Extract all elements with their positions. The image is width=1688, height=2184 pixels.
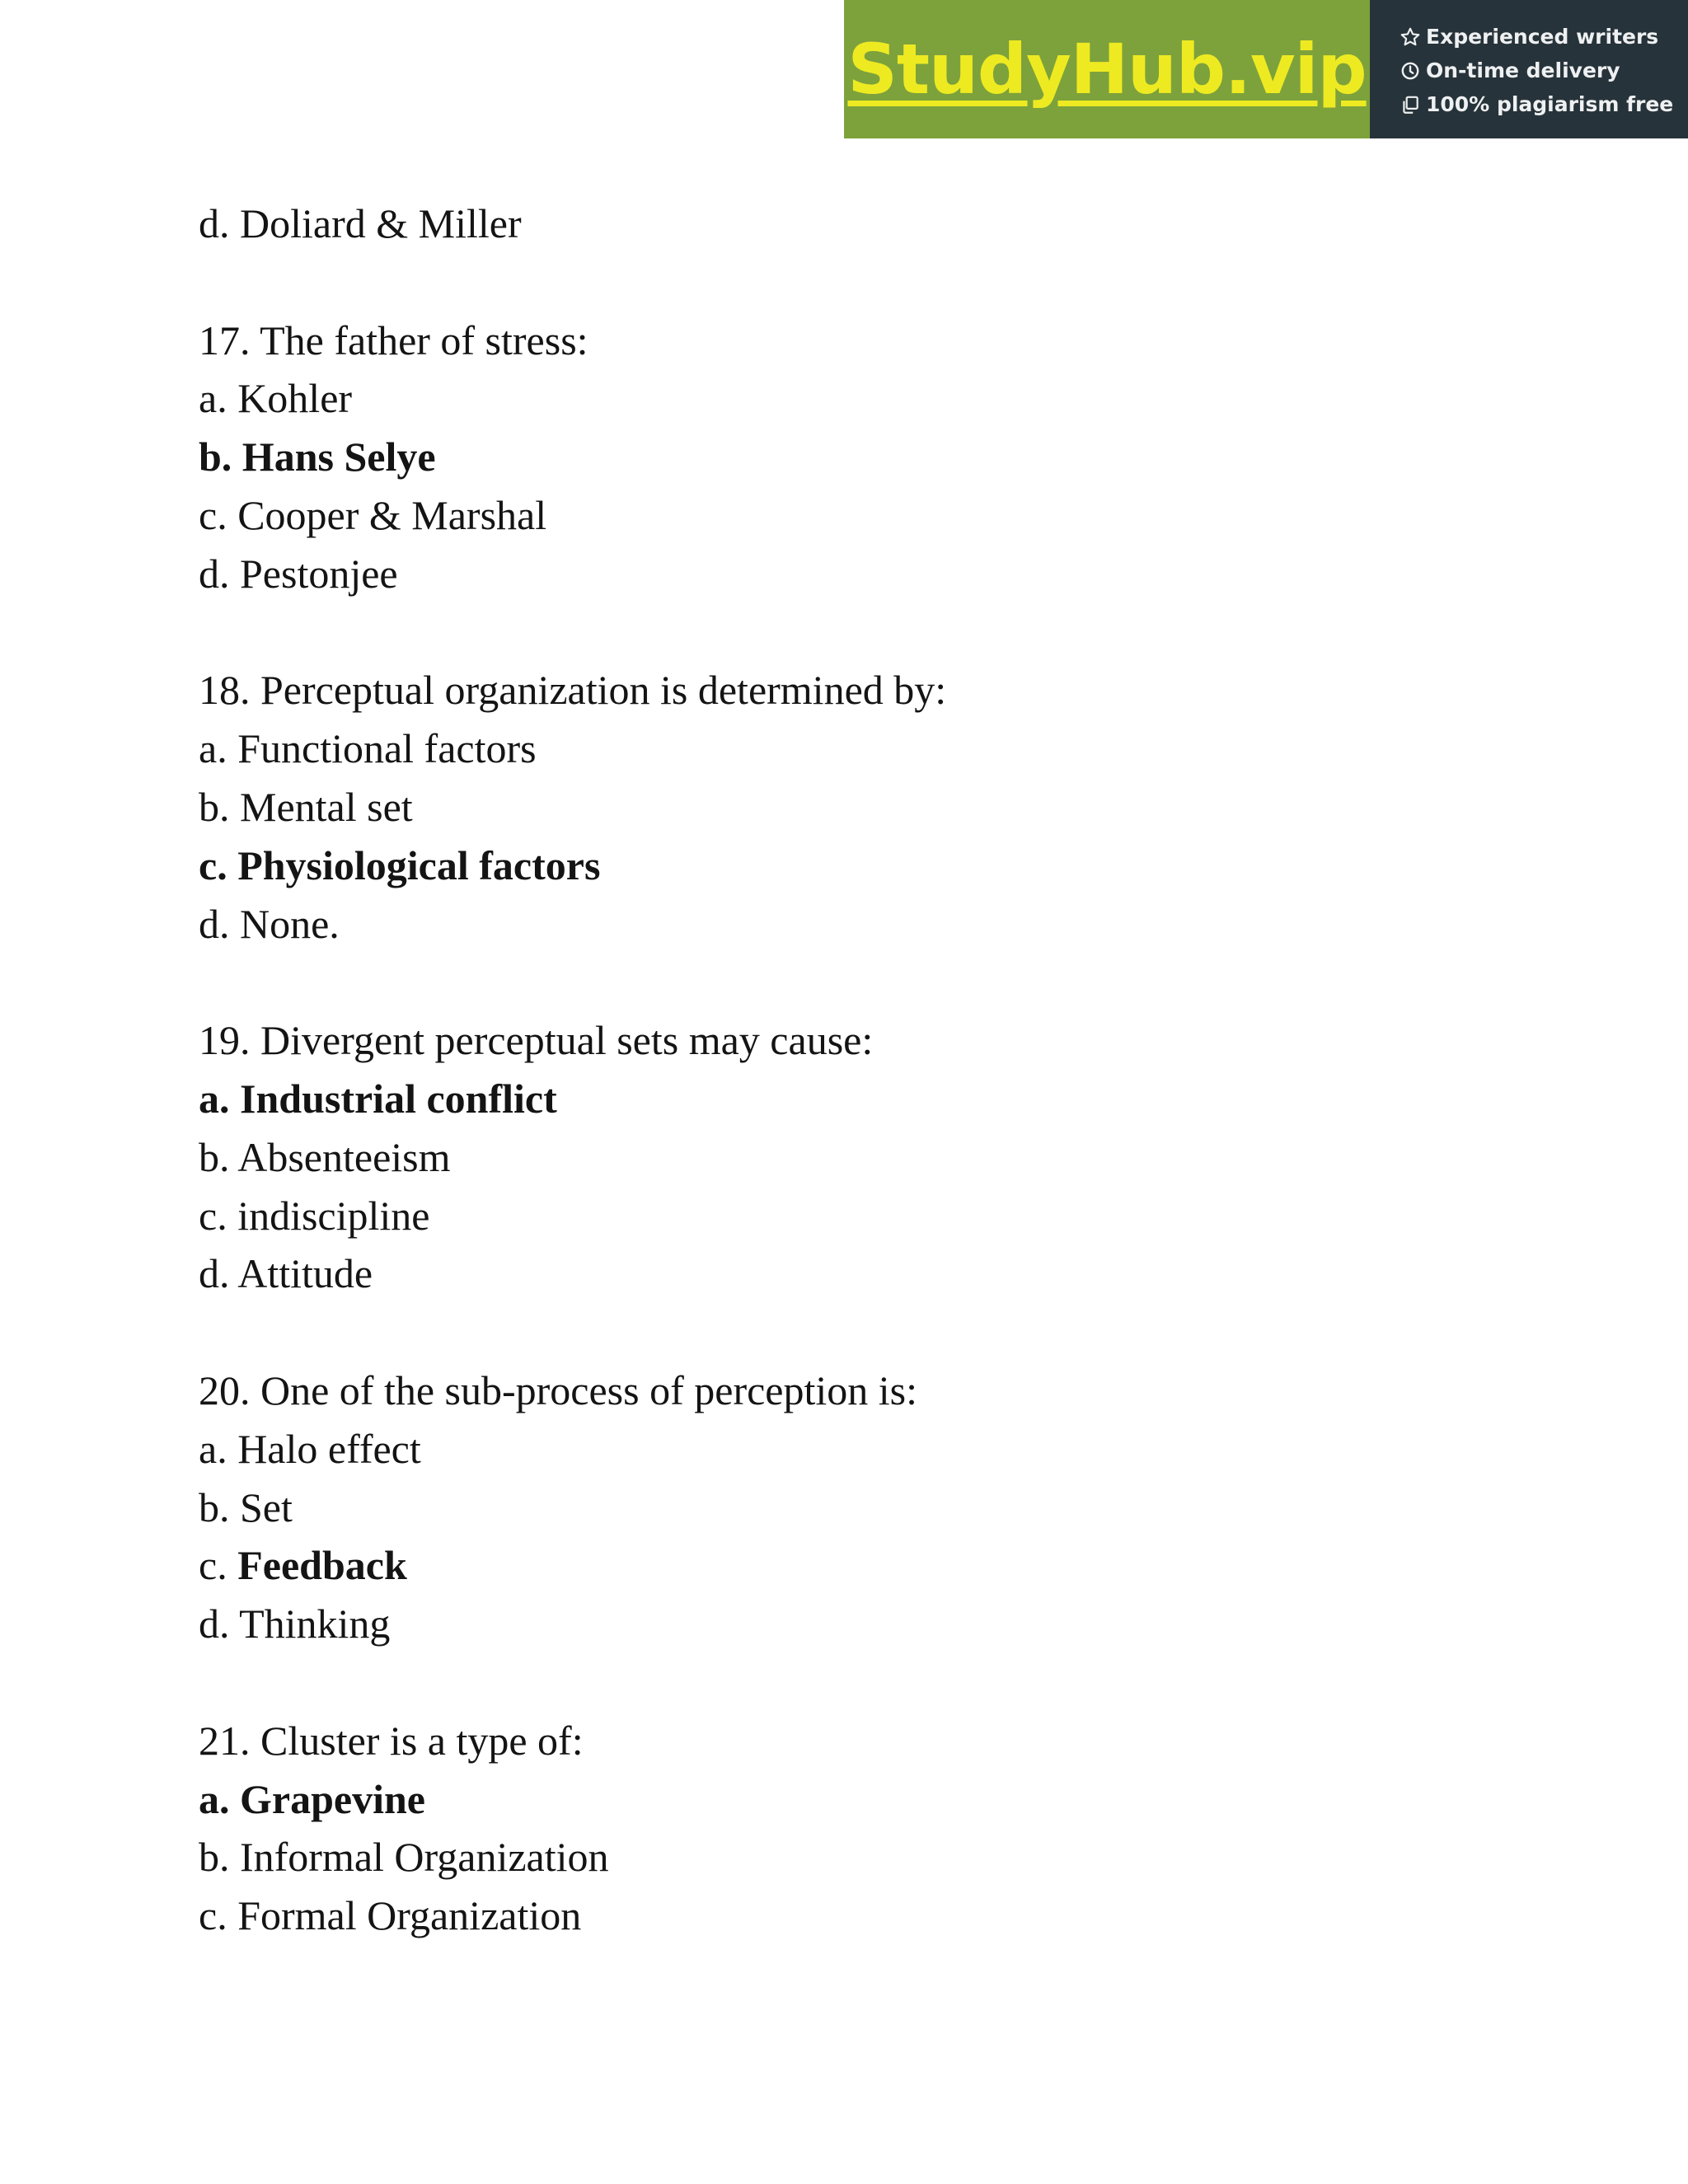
question-text: 20. One of the sub-process of perception is: — [199, 1366, 917, 1413]
option-prefix: c. — [199, 1542, 238, 1589]
option-a: a. Functional factors — [199, 725, 537, 772]
question-block-19 — [199, 1011, 1600, 1303]
option-c-answer: c. Physiological factors — [199, 841, 601, 888]
feature-on-time-delivery — [1400, 54, 1688, 87]
question-text: 19. Divergent perceptual sets may cause: — [199, 1017, 874, 1064]
option-c: c. indiscipline — [199, 1192, 430, 1239]
feature-label: 100% plagiarism free — [1426, 92, 1674, 116]
feature-label: Experienced writers — [1426, 25, 1659, 49]
banner-logo-panel[interactable] — [844, 0, 1370, 138]
feature-plagiarism-free — [1400, 87, 1688, 121]
option-b: b. Informal Organization — [199, 1834, 609, 1881]
studyhub-banner[interactable] — [844, 0, 1688, 138]
question-block-20 — [199, 1361, 1600, 1653]
quiz-document — [199, 194, 1600, 1945]
option-a-answer: a. Industrial conflict — [199, 1075, 557, 1122]
option-a-answer: a. Grapevine — [199, 1775, 425, 1822]
copy-icon — [1400, 94, 1421, 115]
option-c: c. Formal Organization — [199, 1892, 582, 1939]
spacer — [199, 603, 1600, 662]
studyhub-logo[interactable]: StudyHub.vip — [847, 29, 1367, 110]
spacer — [199, 253, 1600, 312]
clock-icon — [1400, 60, 1421, 82]
carryover-option: d. Doliard & Miller — [199, 200, 522, 246]
star-icon — [1400, 26, 1421, 48]
question-text: 18. Perceptual organization is determined by: — [199, 667, 947, 714]
feature-label: On-time delivery — [1426, 59, 1620, 82]
option-b: b. Absenteeism — [199, 1133, 451, 1180]
option-c-answer — [199, 1536, 1600, 1595]
question-block-17 — [199, 312, 1600, 603]
option-b: b. Set — [199, 1483, 293, 1530]
question-text: 17. The father of stress: — [199, 316, 588, 363]
option-a: a. Halo effect — [199, 1425, 421, 1472]
spacer — [199, 953, 1600, 1011]
option-b-answer: b. Hans Selye — [199, 434, 436, 480]
option-a: a. Kohler — [199, 375, 353, 422]
option-d: d. None. — [199, 900, 340, 947]
spacer — [199, 1653, 1600, 1712]
option-c: c. Cooper & Marshal — [199, 491, 547, 538]
option-answer-text: Feedback — [237, 1542, 407, 1589]
question-text: 21. Cluster is a type of: — [199, 1717, 584, 1764]
option-d: d. Pestonjee — [199, 550, 398, 597]
spacer — [199, 1303, 1600, 1361]
option-b: b. Mental set — [199, 783, 413, 830]
banner-features-panel — [1370, 0, 1688, 138]
question-block-18 — [199, 661, 1600, 953]
feature-experienced-writers — [1400, 20, 1688, 54]
question-block-21 — [199, 1712, 1600, 1945]
option-d: d. Attitude — [199, 1250, 373, 1297]
option-d: d. Thinking — [199, 1601, 391, 1647]
